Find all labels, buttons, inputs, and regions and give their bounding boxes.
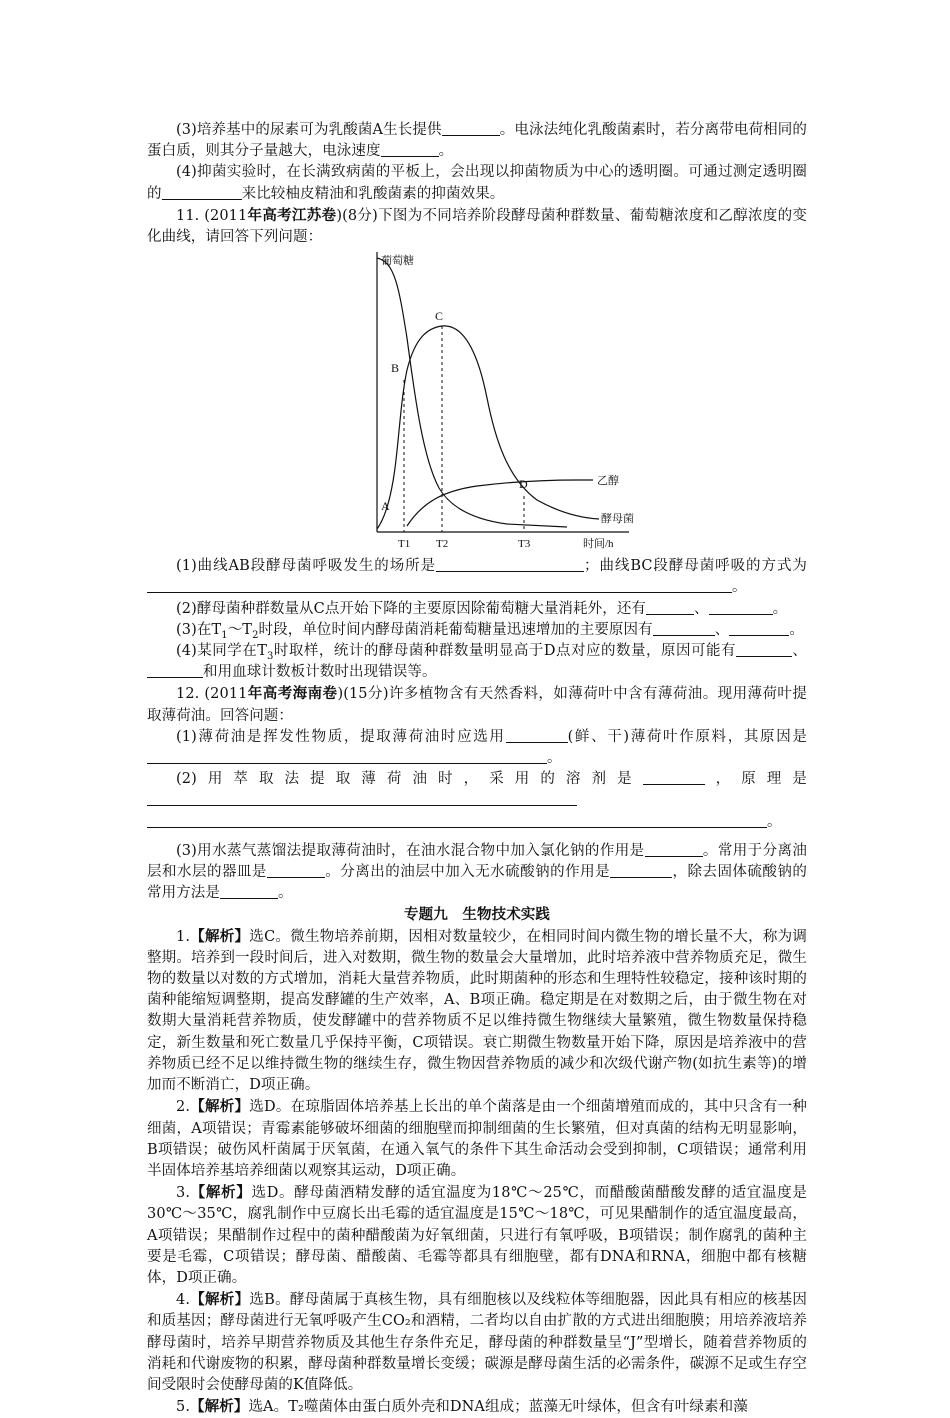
answer-blank[interactable]: [147, 791, 577, 806]
point-c-label: C: [435, 309, 444, 324]
ethanol-curve: [407, 480, 593, 526]
answer-blank[interactable]: [147, 663, 203, 678]
q11-figure: [147, 248, 807, 556]
answer-blank[interactable]: [506, 728, 568, 743]
answer-item: 4.【解析】选B。酵母菌属于真核生物，具有细胞核以及线粒体等细胞器，因此具有相应的核基因和质基因；酵母菌进行无氧呼吸产生CO₂和酒精，二者均以自由扩散的方式进出细胞膜；用培养液培养酵母菌时，培养早期营养物质及其他生存条件充足，酵母菌的种群数量呈“J”型增长，随着营养物质的消耗和代谢废物的积累，酵母菌种群数量增长变缓；碳源是酵母菌生活的必需条件，碳源不足或生存空间受限时会使酵母菌的K值降低。: [147, 1291, 808, 1393]
answer-blank[interactable]: [736, 642, 792, 657]
q11-intro: 11. (2011年高考江苏卷)(8分)下图为不同培养阶段酵母菌种群数量、葡萄糖浓度和乙醇浓度的变化曲线，请回答下列问题：: [147, 206, 807, 246]
t2-tick-label: T2: [436, 538, 449, 551]
answer-blank[interactable]: [646, 600, 694, 615]
t3-tick-label: T3: [518, 538, 531, 551]
answer-blank[interactable]: [147, 813, 767, 828]
q11-part2: (2)酵母菌种群数量从C点开始下降的主要原因除葡萄糖大量消耗外，还有 、 。: [176, 600, 788, 617]
yeast-label: 酵母菌: [601, 513, 634, 526]
answer-blank[interactable]: [162, 185, 242, 200]
answer-blank[interactable]: [436, 557, 584, 572]
answer-blank[interactable]: [643, 770, 705, 785]
q12-part2: (2)用萃取法提取薄荷油时，采用的溶剂是 ，原理是。: [147, 769, 807, 833]
point-d-label: D: [519, 477, 528, 492]
glucose-label: 葡萄糖: [381, 255, 414, 268]
answer-item: 1.【解析】选C。微生物培养前期，因相对数量较少，在相同时间内微生物的增长量不大，称为调整期。培养到一段时间后，进入对数期，微生物的数量会大量增加，此时培养液中营养物质充足，微生物的数量以对数的方式增加，消耗大量营养物质，此时期菌种的形态和生理特性较稳定，接种该时期的菌种能缩短调整期，提高发酵罐的生产效率，A、B项正确。稳定期是在对数期之后，由于微生物在对数期大量消耗营养物质，使发酵罐中的营养物质不足以维持微生物继续大量繁殖，微生物数量保持稳定，新生数量和死亡数量几乎保持平衡，C项错误。衰亡期微生物数量开始下降，原因是培养液中的营养物质已经不足以维持微生物的继续生存，微生物因营养物质的减少和次级代谢产物(如抗生素等)的增加而不断消亡，D项正确。: [147, 927, 807, 1094]
answer-blank[interactable]: [147, 578, 732, 593]
answer-blank[interactable]: [147, 749, 547, 764]
answer-blank[interactable]: [381, 142, 439, 157]
point-b-label: B: [391, 361, 400, 376]
answer-blank[interactable]: [645, 842, 703, 857]
yeast-curve: [377, 326, 599, 529]
answer-item: 3.【解析】选D。酵母菌酒精发酵的适宜温度为18℃～25℃，而醋酸菌醋酸发酵的适宜温度是30℃～35℃，腐乳制作中豆腐长出毛霉的适宜温度是15℃～18℃，可见果醋制作的适宜温度最高，A项错误；果醋制作过程中的菌种醋酸菌为好氧细菌，只进行有氧呼吸，B项错误；制作腐乳的菌种主要是毛霉，C项错误；酵母菌、醋酸菌、毛霉等都具有细胞壁，都有DNA和RNA，细胞中都有核糖体，D项正确。: [147, 1184, 807, 1286]
answer-blank[interactable]: [610, 863, 672, 878]
document-page: [147, 120, 807, 1418]
q12-intro: 12. (2011年高考海南卷)(15分)许多植物含有天然香料，如薄荷叶中含有薄荷油。现用薄荷叶提取薄荷油。回答问题：: [147, 685, 807, 724]
q11-part3: (3)在$T_1\sim T_2$时段，单位时间内酵母菌消耗葡萄糖量迅速增加的主要原因有 、 。: [176, 621, 804, 641]
q10-part4: (4)抑菌实验时，在长满致病菌的平板上，会出现以抑菌物质为中心的透明圈。可通过测定透明圈的 来比较柚皮精油和乳酸菌素的抑菌效果。: [147, 164, 807, 202]
answer-blank[interactable]: [442, 121, 500, 136]
q10-part3: (3)培养基中的尿素可为乳酸菌A生长提供 。电泳法纯化乳酸菌素时，若分离带电荷相同的蛋白质，则其分子量越大，电泳速度 。: [147, 122, 807, 160]
q11-part1: (1)曲线AB段酵母菌呼吸发生的场所是 ；曲线BC段酵母菌呼吸的方式为。: [147, 556, 807, 598]
answer-item: 2.【解析】选D。在琼脂固体培养基上长出的单个菌落是由一个细菌增殖而成的，其中只含有一种细菌，A项错误；青霉素能够破坏细菌的细胞壁而抑制细菌的生长繁殖，但对真菌的结构无明显影响，B项错误；破伤风杆菌属于厌氧菌，在通入氧气的条件下其生命活动会受到抑制，C项错误；通常利用半固体培养基培养细菌以观察其运动，D项正确。: [147, 1098, 808, 1179]
section-title: 专题九 生物技术实践: [404, 906, 550, 924]
yeast-culture-graph: [367, 248, 637, 556]
q12-part1: (1)薄荷油是挥发性物质，提取薄荷油时应选用 (鲜、干)薄荷叶作原料，其原因是。: [147, 727, 807, 769]
q11-part4: (4)某同学在$T_3$时取样，统计的酵母菌种群数量明显高于D点对应的数量，原因可能有 、和用血球计数板计数时出现错误等。: [147, 641, 807, 683]
x-axis-label: 时间/h: [583, 538, 614, 551]
answer-blank[interactable]: [267, 863, 325, 878]
answer-blank[interactable]: [220, 884, 278, 899]
answer-blank[interactable]: [729, 621, 789, 636]
point-a-label: A: [381, 499, 390, 514]
q12-part3: (3)用水蒸气蒸馏法提取薄荷油时，在油水混合物中加入氯化钠的作用是 。常用于分离油层和水层的器皿是 。分离出的油层中加入无水硫酸钠的作用是 ，除去固体硫酸钠的常用方法是 。: [147, 842, 807, 902]
t1-tick-label: T1: [398, 538, 411, 551]
answer-blank[interactable]: [709, 600, 773, 615]
answer-item: 5.【解析】选A。T₂噬菌体由蛋白质外壳和DNA组成；蓝藻无叶绿体，但含有叶绿素和藻: [176, 1398, 748, 1416]
ethanol-label: 乙醇: [597, 475, 619, 488]
answer-blank[interactable]: [653, 621, 715, 636]
